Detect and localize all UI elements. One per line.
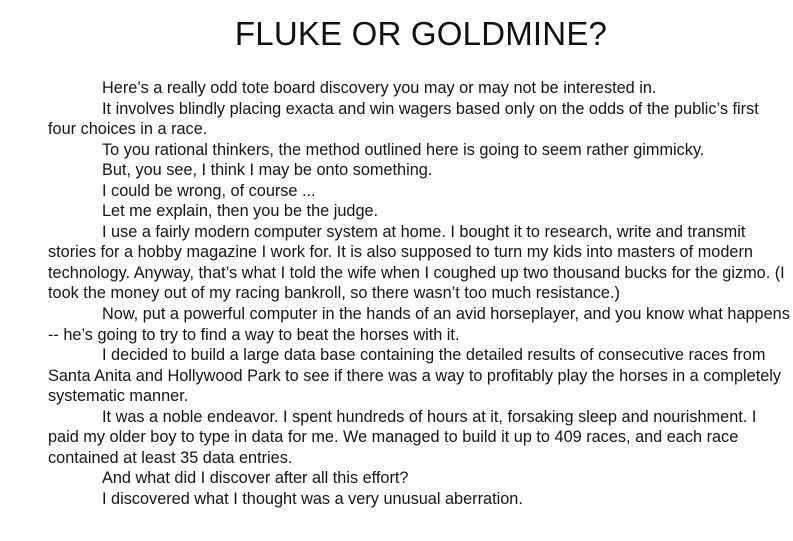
document-body (48, 78, 790, 509)
paragraph-1: Here’s a really odd tote board discovery you may or may not be interested in. (102, 79, 657, 97)
paragraph-2: It involves blindly placing exacta and win wagers based only on the odds of the public’s first four choices in a race. (48, 99, 759, 139)
paragraph-4: But, you see, I think I may be onto something. (102, 161, 433, 180)
paragraph-9: I decided to build a large data base containing the detailed results of consecutive races from Santa Anita and Hollywood Park to see if there was a way to profitably play the horses in a completely systematic manner. (48, 346, 782, 406)
paragraph-11: And what did I discover after all this effort? (102, 469, 409, 488)
paragraph-8: Now, put a powerful computer in the hands of an avid horseplayer, and you know what happens -- he’s going to try to find a way to beat the horses with it. (48, 305, 790, 344)
paragraph-3: To you rational thinkers, the method outlined here is going to seem rather gimmicky. (102, 140, 705, 159)
paragraph-6: Let me explain, then you be the judge. (102, 202, 379, 221)
document-title: FLUKE OR GOLDMINE? (234, 15, 608, 52)
paragraph-12: I discovered what I thought was a very unusual aberration. (102, 489, 523, 508)
paragraph-5: I could be wrong, of course ... (102, 181, 316, 200)
paragraph-10: It was a noble endeavor. I spent hundreds of hours at it, forsaking sleep and nourishment. I paid my older boy to type in data for me. We managed to build it up to 409 races, and each race contained at least 35 data entries. (48, 407, 757, 467)
paragraph-7: I use a fairly modern computer system at home. I bought it to research, write and transmit stories for a hobby magazine I work for. It is also supposed to turn my kids into masters of modern technology. Anyway, that’s what I told the wife when I coughed up two thousand bucks for the gizmo. (I took the money out of my racing bankroll, so there wasn’t too much resistance.) (48, 222, 785, 303)
